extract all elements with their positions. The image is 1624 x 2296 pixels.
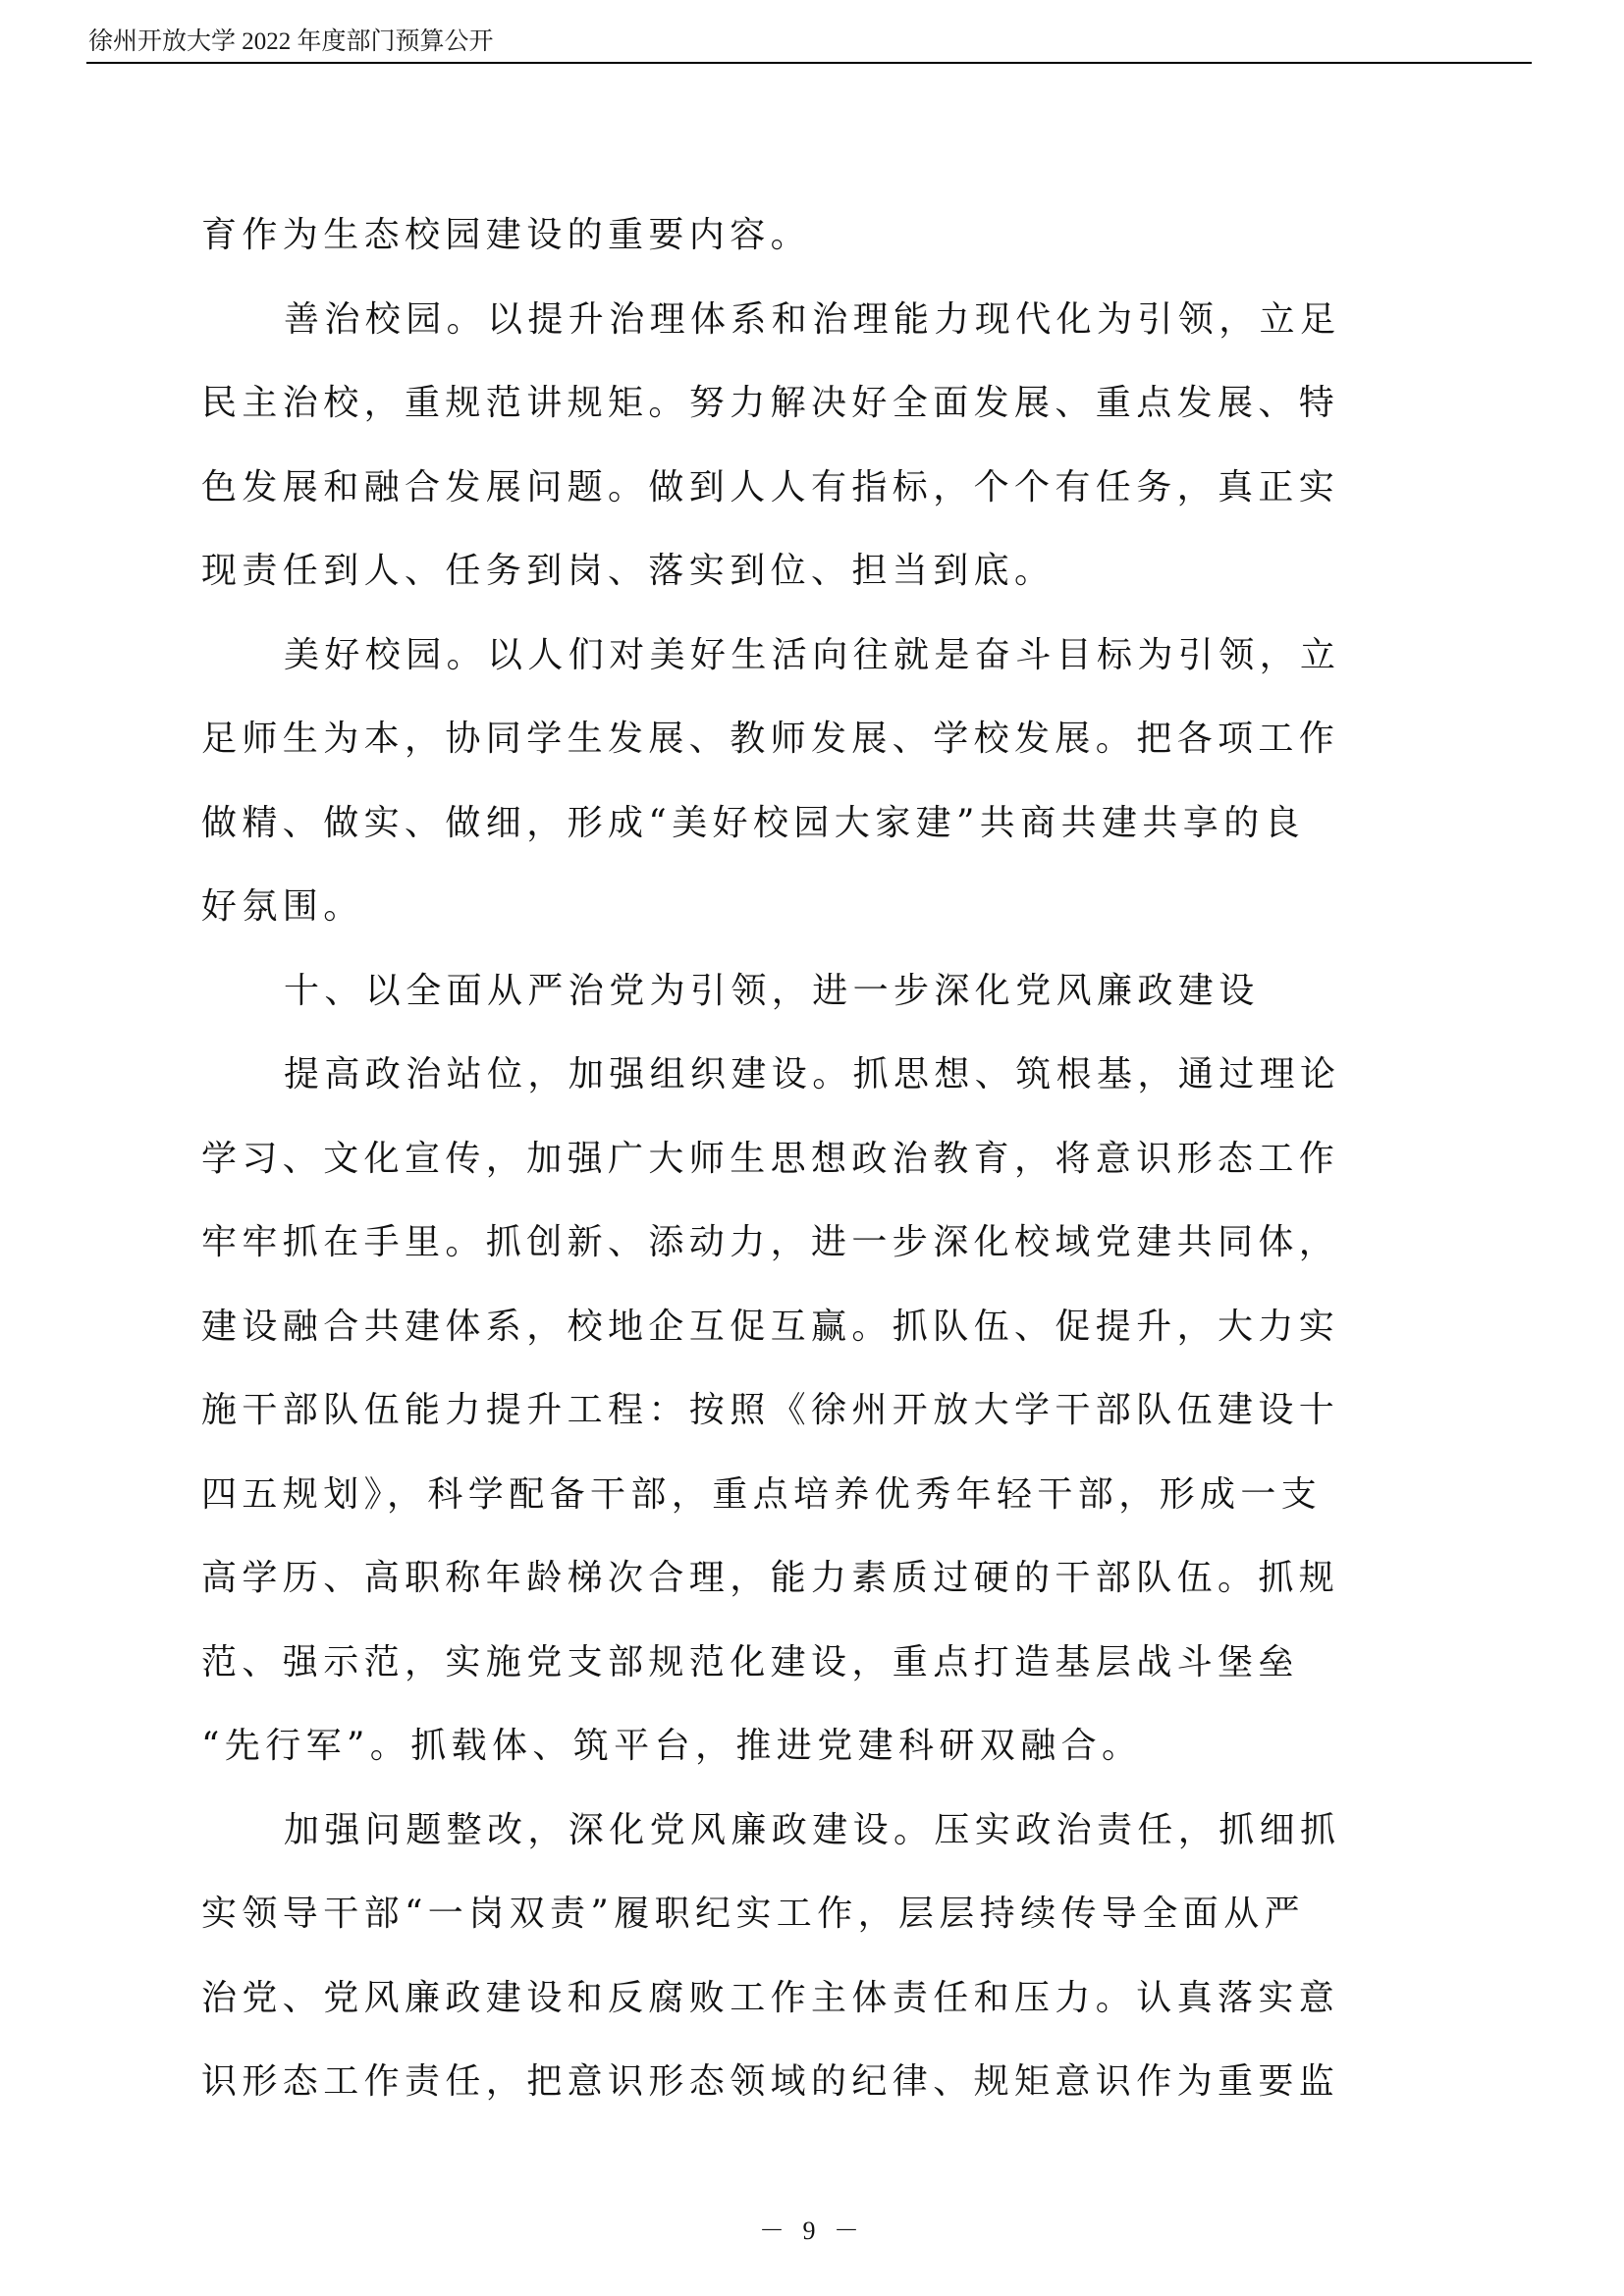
text-line: 足师生为本，协同学生发展、教师发展、学校发展。把各项工作 (201, 719, 1340, 759)
text-line: 现责任到人、任务到岗、落实到位、担当到底。 (201, 551, 1056, 591)
page-number: － 9 － (758, 2216, 865, 2245)
paragraph-start-rectification: 加强问题整改，深化党风廉政建设。压实政治责任，抓细抓 (284, 1809, 1341, 1850)
text-line: “先行军”。抓载体、筑平台，推进党建科研双融合。 (201, 1726, 1143, 1766)
text-line: 建设融合共建体系，校地企互促互赢。抓队伍、促提升，大力实 (201, 1306, 1340, 1347)
paragraph-start-meihao-xiaoyuan: 美好校园。以人们对美好生活向往就是奋斗目标为引领，立 (284, 634, 1341, 675)
text-line: 好氛围。 (201, 886, 364, 927)
text-line: 牢牢抓在手里。抓创新、添动力，进一步深化校域党建共同体， (201, 1222, 1340, 1262)
section-heading: 十、以全面从严治党为引领，进一步深化党风廉政建设 (284, 970, 1260, 1011)
text-line: 施干部队伍能力提升工程：按照《徐州开放大学干部队伍建设十 (201, 1390, 1340, 1430)
text-line: 高学历、高职称年龄梯次合理，能力素质过硬的干部队伍。抓规 (201, 1558, 1340, 1598)
text-line: 学习、文化宣传，加强广大师生思想政治教育，将意识形态工作 (201, 1138, 1340, 1179)
text-line: 实领导干部“一岗双责”履职纪实工作，层层持续传导全面从严 (201, 1894, 1306, 1934)
document-running-title: 徐州开放大学 2022 年度部门预算公开 (88, 28, 494, 55)
text-line: 色发展和融合发展问题。做到人人有指标，个个有任务，真正实 (201, 466, 1340, 507)
text-line: 治党、党风廉政建设和反腐败工作主体责任和压力。认真落实意 (201, 1977, 1340, 2018)
paragraph-start-shanzhi-xiaoyuan: 善治校园。以提升治理体系和治理能力现代化为引领，立足 (284, 298, 1341, 340)
text-line: 识形态工作责任，把意识形态领域的纪律、规矩意识作为重要监 (201, 2061, 1340, 2102)
text-line: 民主治校，重规范讲规矩。努力解决好全面发展、重点发展、特 (201, 383, 1340, 423)
paragraph-start-political-standing: 提高政治站位，加强组织建设。抓思想、筑根基，通过理论 (284, 1054, 1341, 1095)
page-header (86, 24, 1532, 65)
text-line: 育作为生态校园建设的重要内容。 (201, 215, 812, 255)
header-divider (86, 62, 1532, 64)
document-body (201, 204, 1478, 2135)
text-line: 四五规划》，科学配备干部，重点培养优秀年轻干部，形成一支 (201, 1473, 1323, 1515)
text-line: 做精、做实、做细，形成“美好校园大家建”共商共建共享的良 (201, 802, 1306, 843)
text-line: 范、强示范，实施党支部规范化建设，重点打造基层战斗堡垒 (201, 1641, 1299, 1682)
